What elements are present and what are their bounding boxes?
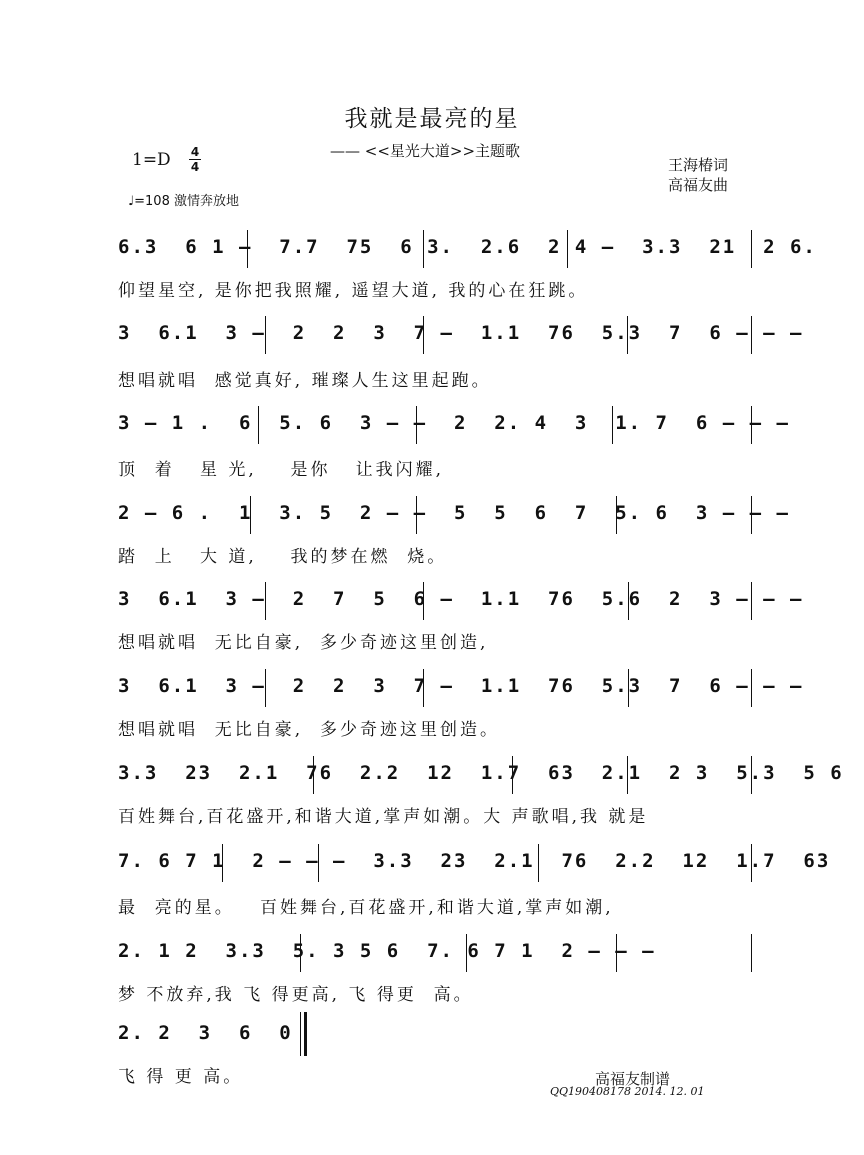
barline [628, 669, 629, 707]
barline [751, 496, 752, 534]
notation-line: 2. 1 2 3.3 5. 3 5 6 7. 6 7 1 2 – – – [118, 940, 656, 962]
barline [222, 844, 223, 882]
lyric-line: 最 亮的星。 百姓舞台,百花盛开,和谐大道,掌声如潮, [118, 898, 614, 918]
time-signature-top: 4 [190, 145, 200, 159]
final-barline-thick [304, 1012, 307, 1056]
barline [627, 316, 628, 354]
barline [751, 756, 752, 794]
barline [512, 756, 513, 794]
song-title: 我就是最亮的星 [344, 106, 520, 132]
barline [466, 934, 467, 972]
barline [616, 934, 617, 972]
notation-line: 7. 6 7 1 2 – – – 3.3 23 2.1 76 2.2 12 1.7 63 [118, 850, 831, 872]
barline [250, 496, 251, 534]
lyricist-credit: 王海椿词 [668, 156, 729, 174]
barline [416, 406, 417, 444]
notation-line: 2 – 6 . 1 3. 5 2 – – 5 5 6 7 5. 6 3 – – – [118, 502, 790, 524]
notation-line: 3 6.1 3 – 2 2 3 7 – 1.1 76 5.3 7 6 – – – [118, 322, 804, 344]
barline [751, 316, 752, 354]
barline [423, 230, 424, 268]
song-subtitle: —— <<星光大道>>主题歌 [330, 142, 521, 160]
notation-line: 3 6.1 3 – 2 7 5 6 – 1.1 76 5.6 2 3 – – – [118, 588, 804, 610]
barline [628, 582, 629, 620]
notation-line: 2. 2 3 6 0 [118, 1022, 293, 1044]
barline [318, 844, 319, 882]
contact-date: QQ190408178 2014. 12. 01 [550, 1085, 705, 1098]
barline [538, 844, 539, 882]
notation-line: 3.3 23 2.1 76 2.2 12 1.7 63 2.1 2 3 5.3 5 6 [118, 762, 844, 784]
barline [627, 756, 628, 794]
tempo-marking: ♩=108 激情奔放地 [128, 194, 239, 209]
notation-line: 3 – 1 . 6 5. 6 3 – – 2 2. 4 3 1. 7 6 – – – [118, 412, 790, 434]
barline [423, 316, 424, 354]
lyric-line: 仰望星空, 是你把我照耀, 遥望大道, 我的心在狂跳。 [118, 281, 589, 301]
barline [567, 230, 568, 268]
lyric-line: 梦 不放弃,我 飞 得更高, 飞 得更 高。 [118, 985, 474, 1005]
credits [668, 155, 728, 195]
notation-line: 3 6.1 3 – 2 2 3 7 – 1.1 76 5.3 7 6 – – – [118, 675, 804, 697]
barline [313, 756, 314, 794]
barline [258, 406, 259, 444]
barline [612, 406, 613, 444]
barline [751, 934, 752, 972]
barline [423, 582, 424, 620]
barline [300, 934, 301, 972]
lyric-line: 想唱就唱 无比自豪, 多少奇迹这里创造, [118, 633, 489, 653]
notation-line: 6.3 6 1 – 7.7 75 6 3. 2.6 2 4 – 3.3 21 2 6. [118, 236, 817, 258]
barline [416, 496, 417, 534]
barline [265, 669, 266, 707]
barline [751, 844, 752, 882]
barline [265, 582, 266, 620]
barline [751, 582, 752, 620]
lyric-line: 想唱就唱 无比自豪, 多少奇迹这里创造。 [118, 720, 501, 740]
barline [423, 669, 424, 707]
final-barline-thin [300, 1012, 301, 1056]
lyric-line: 踏 上 大 道, 我的梦在燃 烧。 [118, 547, 448, 567]
barline [616, 496, 617, 534]
time-signature-bottom: 4 [190, 160, 200, 174]
barline [751, 230, 752, 268]
key-signature: 1=D [132, 150, 171, 170]
transcriber-credit: 高福友制谱 [595, 1070, 671, 1088]
barline [247, 230, 248, 268]
barline [751, 669, 752, 707]
barline [751, 406, 752, 444]
lyric-line: 百姓舞台,百花盛开,和谐大道,掌声如潮。大 声歌唱,我 就是 [118, 807, 649, 827]
lyric-line: 飞 得 更 高。 [118, 1067, 244, 1087]
lyric-line: 想唱就唱 感觉真好, 璀璨人生这里起跑。 [118, 371, 492, 391]
composer-credit: 高福友曲 [668, 176, 729, 194]
barline [265, 316, 266, 354]
lyric-line: 顶 着 星 光, 是你 让我闪耀, [118, 460, 445, 480]
time-signature [188, 145, 202, 174]
